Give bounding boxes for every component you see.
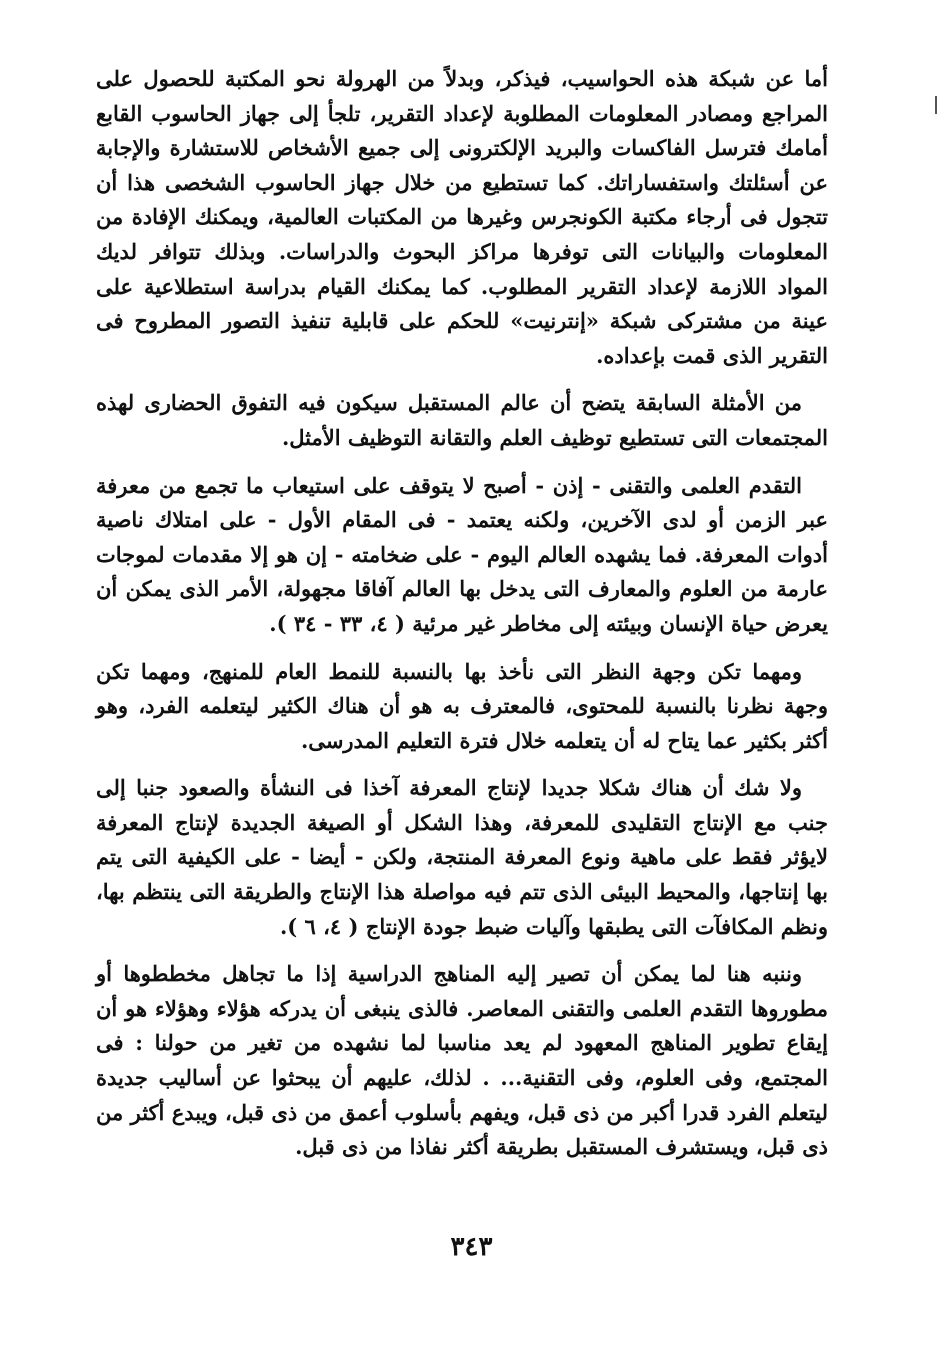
paragraph-5: ولا شك أن هناك شكلا جديدا لإنتاج المعرفة آخذا فى النشأة والصعود جنبا إلى جنب مع الإنتاج التقليدى للمعرفة، وهذا الشكل أو الصيغة الجديدة لإنتاج المعرفة لايؤثر فقط على ماهية ونوع المعرفة المنتجة، ولكن - أيضا - على الكيفية التى يتم بها إنتاجها، والمحيط البيئى الذى تتم فيه مواصلة هذا الإنتاج والطريقة التى ينتظم بها، ونظم المكافآت التى يطبقها وآليات ضبط جودة الإنتاج ( ٤، ٦ ). xyxy=(96,775,828,939)
paragraph-6: وننبه هنا لما يمكن أن تصير إليه المناهج الدراسية إذا ما تجاهل مخططوها أو مطوروها التقدم العلمى والتقنى المعاصر. فالذى ينبغى أن يدركه هؤلاء وهؤلاء هو أن إيقاع تطوير المناهج المعهود لم يعد مناسبا لما نشهده من تغير من حولنا : فى المجتمع، وفى العلوم، وفى التقنية... . لذلك، عليهم أن يبحثوا عن أساليب جديدة ليتعلم الفرد قدرا أكبر من ذى قبل، ويفهم بأسلوب أعمق من ذى قبل، ويبدع أكثر من ذى قبل، ويستشرف المستقبل بطريقة أكثر نفاذا من ذى قبل. xyxy=(96,961,828,1160)
page-number: ٣٤٣ xyxy=(450,1232,493,1262)
body-text xyxy=(96,62,828,1178)
paragraph-3: التقدم العلمى والتقنى - إذن - أصبح لا يتوقف على استيعاب ما تجمع من معرفة عبر الزمن أو لدى الآخرين، ولكنه يعتمد - فى المقام الأول - على امتلاك ناصية أدوات المعرفة. فما يشهده العالم اليوم - على ضخامته - إن هو إلا مقدمات لموجات عارمة من العلوم والمعارف التى يدخل بها العالم آفاقا مجهولة، الأمر الذى يمكن أن يعرض حياة الإنسان وبيئته إلى مخاطر غير مرئية ( ٤، ٣٣ - ٣٤ ). xyxy=(96,472,828,636)
paragraph-2: من الأمثلة السابقة يتضح أن عالم المستقبل سيكون فيه التفوق الحضارى لهذه المجتمعات التى تستطيع توظيف العلم والتقانة التوظيف الأمثل. xyxy=(96,390,828,450)
paragraph-4: ومهما تكن وجهة النظر التى نأخذ بها بالنسبة للنمط العام للمنهج، ومهما تكن وجهة نظرنا بالنسبة للمحتوى، فالمعترف به هو أن هناك الكثير ليتعلمه الفرد، وهو أكثر بكثير عما يتاح له أن يتعلمه خلال فترة التعليم المدرسى. xyxy=(96,658,828,753)
scan-edge-mark xyxy=(935,96,937,114)
paragraph-1: أما عن شبكة هذه الحواسيب، فيذكر، وبدلاً من الهرولة نحو المكتبة للحصول على المراجع ومصادر المعلومات المطلوبة لإعداد التقرير، تلجأ إلى جهاز الحاسوب القابع أمامك فترسل الفاكسات والبريد الإلكترونى إلى جميع الأشخاص للاستشارة والإجابة عن أسئلتك واستفساراتك. كما تستطيع من خلال جهاز الحاسوب الشخصى هذا أن تتجول فى أرجاء مكتبة الكونجرس وغيرها من المكتبات العالمية، ويمكنك الإفادة من المعلومات والبيانات التى توفرها مراكز البحوث والدراسات. وبذلك تتوافر لديك المواد اللازمة لإعداد التقرير المطلوب. كما يمكنك القيام بدراسة استطلاعية على عينة من مشتركى شبكة «إنترنيت» للحكم على قابلية تنفيذ التصور المطروح فى التقرير الذى قمت بإعداده. xyxy=(96,66,828,368)
